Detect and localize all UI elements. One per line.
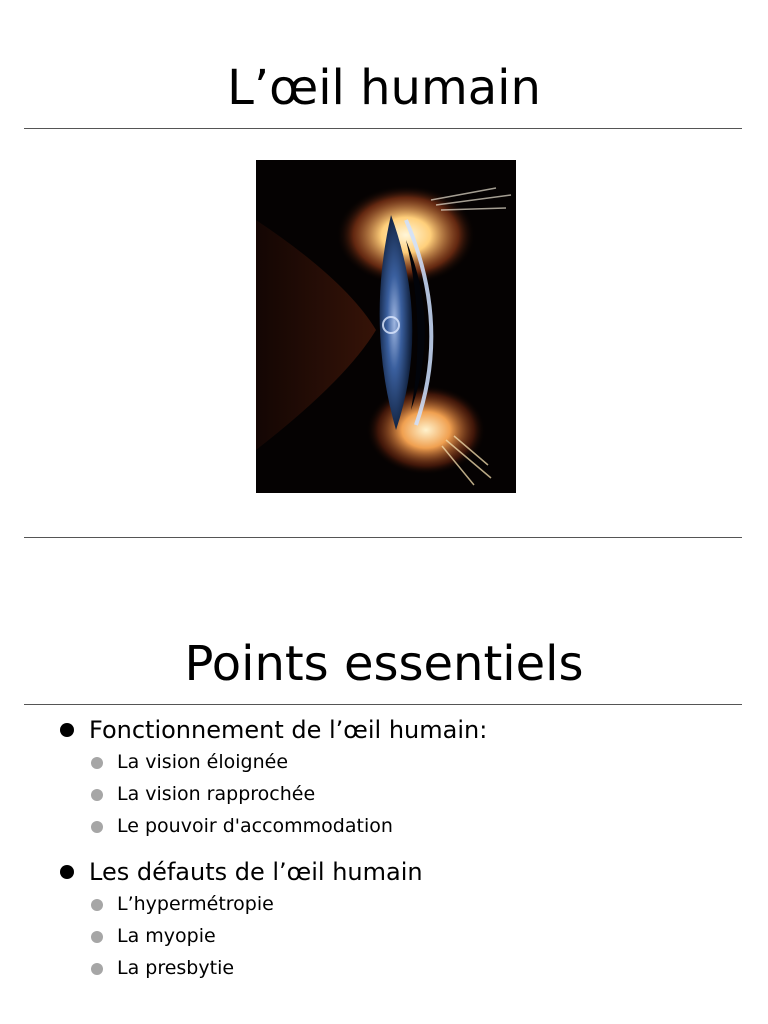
bullet-dot-icon: [60, 723, 74, 737]
sub-bullet-dot-icon: [91, 931, 103, 943]
slide-bottom-divider: [24, 537, 742, 538]
sub-bullet-dot-icon: [91, 899, 103, 911]
sub-bullet-item: [89, 746, 740, 778]
sub-bullet-item: [89, 888, 740, 920]
sub-bullet-text: La vision rapprochée: [117, 783, 316, 805]
title-divider: [24, 704, 742, 705]
sub-bullet-dot-icon: [91, 789, 103, 801]
sub-bullet-text: La myopie: [117, 925, 216, 947]
eye-photo-icon: [256, 160, 516, 493]
sub-bullet-dot-icon: [91, 821, 103, 833]
bullet-list: [60, 714, 740, 984]
bullet-item: [60, 856, 740, 984]
sub-bullet-item: [89, 778, 740, 810]
sub-bullet-dot-icon: [91, 757, 103, 769]
sub-bullet-list: [89, 746, 740, 842]
sub-bullet-text: La vision éloignée: [117, 751, 289, 773]
sub-bullet-dot-icon: [91, 963, 103, 975]
slide-title: Points essentiels: [184, 636, 584, 692]
bullet-item: [60, 714, 740, 842]
sub-bullet-item: [89, 810, 740, 842]
sub-bullet-text: La presbytie: [117, 957, 235, 979]
title-divider: [24, 128, 742, 129]
sub-bullet-text: L’hypermétropie: [117, 893, 274, 915]
sub-bullet-list: [89, 888, 740, 984]
slide-key-points: [0, 590, 768, 1024]
sub-bullet-item: [89, 920, 740, 952]
sub-bullet-text: Le pouvoir d'accommodation: [117, 815, 393, 837]
bullet-text: Fonctionnement de l’œil humain:: [89, 716, 488, 744]
slide-title: L’œil humain: [227, 60, 541, 116]
sub-bullet-item: [89, 952, 740, 984]
bullet-dot-icon: [60, 865, 74, 879]
bullet-text: Les défauts de l’œil humain: [89, 858, 423, 886]
